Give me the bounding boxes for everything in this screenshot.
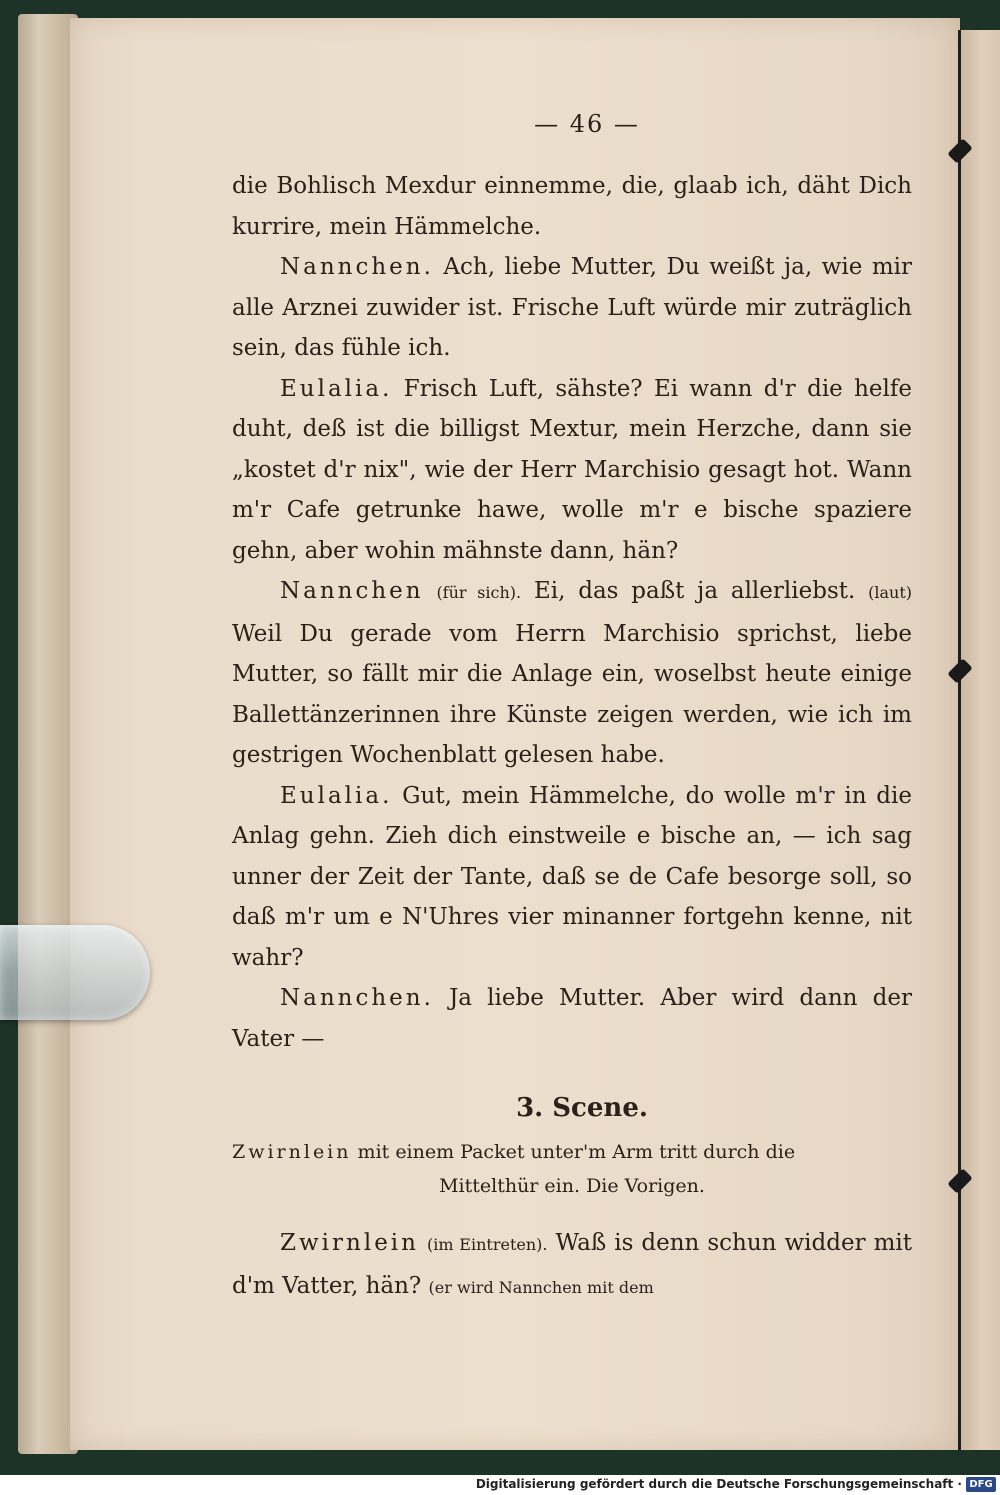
dialogue-text: Weil Du gerade vom Herrn Marchisio sprichst, liebe Mutter, so fällt mir die Anlage ein, woselbst heute einige Ballettänzerinnen ihre Künste zeigen werden, wie ich im gestrigen Wochenblatt gelesen habe. (232, 620, 912, 768)
dialogue-nannchen-2 (232, 571, 912, 776)
page-number: — 46 — (534, 110, 640, 138)
dialogue-eulalia-1 (232, 369, 912, 572)
speaker-name: Nannchen. (280, 254, 434, 280)
dialogue-text: Frisch Luft, sähste? Ei wann d'r die helfe duht, deß ist die billigst Mextur, mein Herzche, dann sie „kostet d'r nix", wie der Herr Marchisio gesagt hot. Wann m'r Cafe getrunke hawe, wolle m'r e bische spaziere gehn, aber wohin mähnste dann, hän? (232, 375, 913, 564)
stage-direction-block (232, 1135, 912, 1169)
stage-text: mit einem Packet unter'm Arm tritt durch die (357, 1141, 796, 1163)
dialogue-text: Ei, das paßt ja allerliebst. (533, 578, 856, 604)
stage-direction: (für sich). (436, 583, 522, 602)
speaker-name: Eulalia. (280, 375, 393, 402)
book-edge-left (18, 14, 78, 1454)
funding-notice: Digitalisierung gefördert durch die Deutsche Forschungsgemeinschaft · (475, 1477, 962, 1491)
stage-direction: (laut) (868, 583, 913, 602)
dialogue-text: Ach, liebe Mutter, Du weißt ja, wie mir alle Arznei zuwider ist. Frische Luft würde mir zuträglich sein, das fühle ich. (232, 254, 913, 361)
paragraph-continuation: die Bohlisch Mexdur einnemme, die, glaab ich, däht Dich kurrire, mein Hämmelche. (232, 173, 912, 240)
stage-direction-continuation: Mittelthür ein. Die Vorigen. (439, 1175, 705, 1197)
dialogue-text: Gut, mein Hämmelche, do wolle m'r in die Anlag gehn. Zieh dich einstweile e bische an, — ich sag unner der Zeit der Tante, daß se de Cafe besorge soll, so daß m'r um e N'Uhres vier minanner fortgehn kenne, nit wahr? (232, 782, 912, 971)
speaker-name: Eulalia. (280, 782, 393, 809)
dialogue-nannchen-3 (232, 978, 912, 1059)
footer-bar (0, 1475, 1000, 1495)
speaker-name: Zwirnlein (232, 1141, 352, 1163)
dfg-logo: DFG (966, 1477, 996, 1492)
page-text (232, 110, 912, 1308)
facing-page-edge (958, 30, 1000, 1450)
speaker-name: Nannchen (280, 578, 424, 604)
dialogue-nannchen-1 (232, 247, 912, 369)
speaker-name: Nannchen. (280, 985, 434, 1011)
dialogue-eulalia-2 (232, 776, 912, 979)
dialogue-text: Waß is denn schun widder mit d'm Vatter, hän? (232, 1230, 913, 1299)
stage-direction: (im Eintreten). (426, 1235, 548, 1254)
speaker-name: Zwirnlein (280, 1230, 419, 1256)
dialogue-zwirnlein-1 (232, 1223, 912, 1308)
scene-heading: 3. Scene. (516, 1093, 648, 1123)
dialogue-text: Ja liebe Mutter. Aber wird dann der Vater — (232, 985, 912, 1052)
page-holder-clip (0, 925, 150, 1020)
stage-direction: (er wird Nannchen mit dem (428, 1277, 654, 1297)
